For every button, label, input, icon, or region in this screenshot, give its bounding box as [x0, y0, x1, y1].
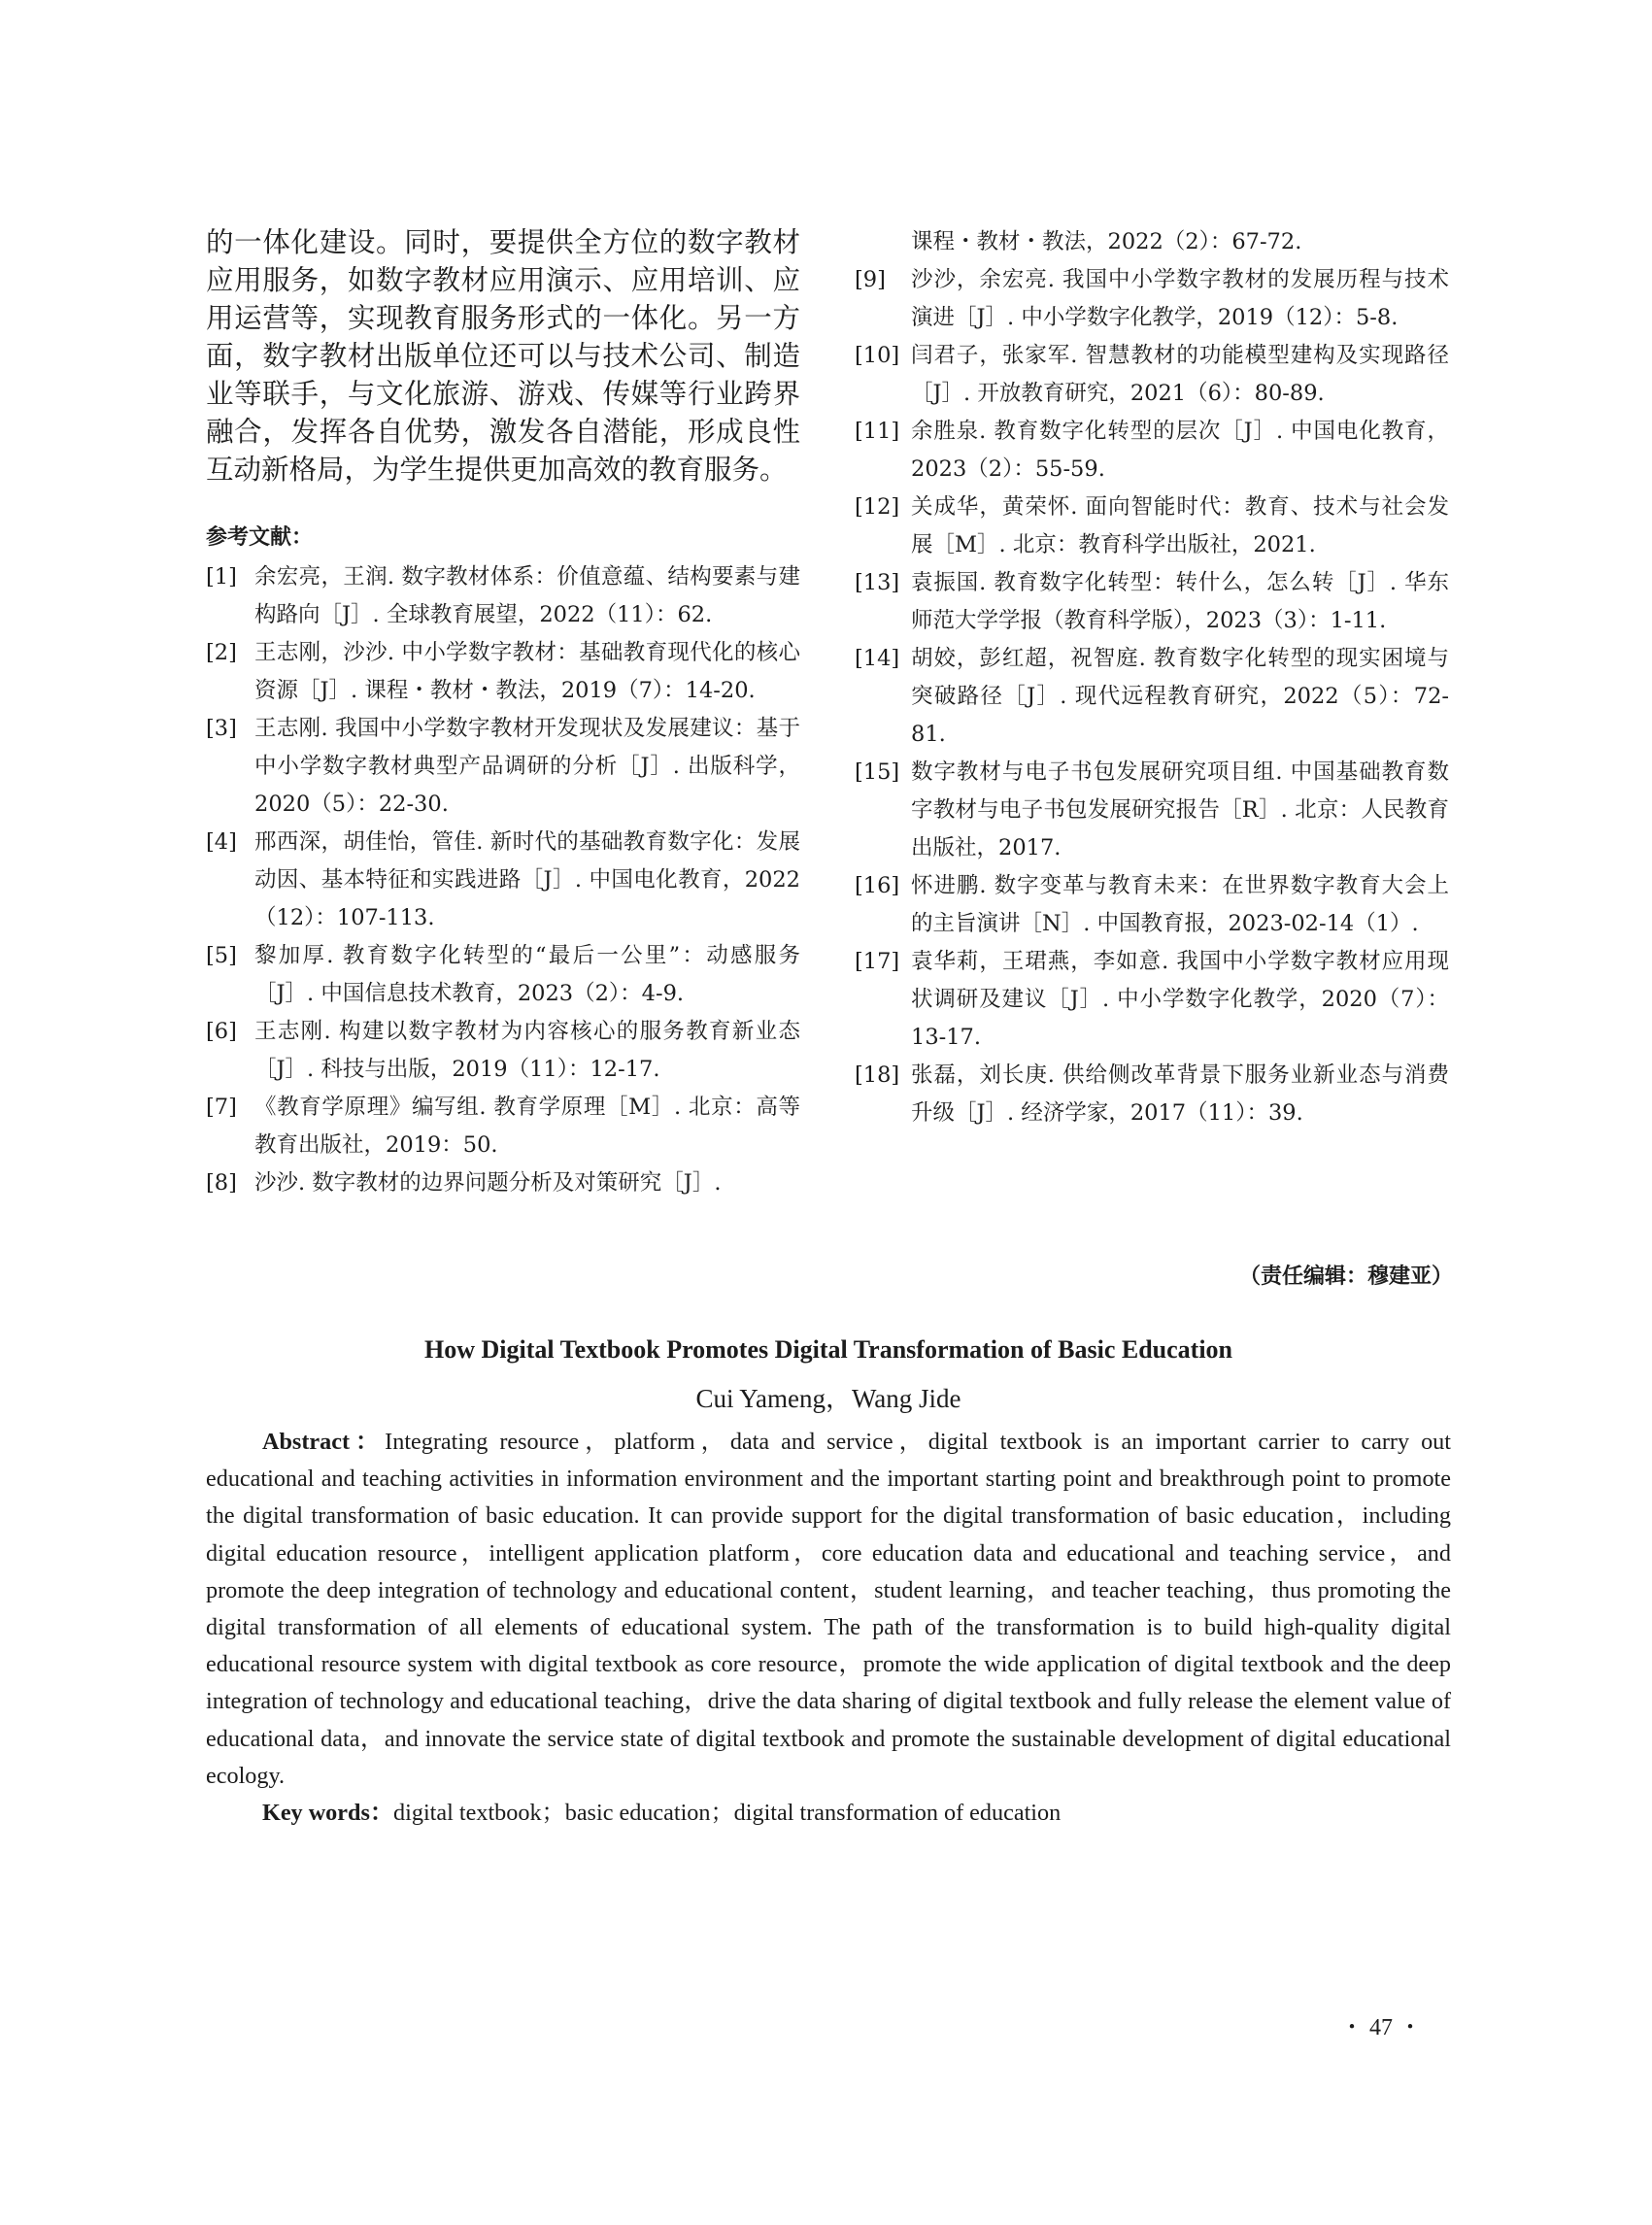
reference-text: 邢西深，胡佳怡，管佳. 新时代的基础教育数字化：发展动因、基本特征和实践进路［J］. 中国电化教育，2022（12）：107-113.: [254, 829, 800, 930]
reference-item: [206, 1089, 800, 1164]
reference-number: [8]: [206, 1170, 237, 1196]
reference-text: 张磊，刘长庚. 供给侧改革背景下服务业新业态与消费升级［J］. 经济学家，2017（11）：39.: [911, 1062, 1449, 1126]
reference-number: [9]: [855, 267, 886, 292]
reference-number: [14]: [855, 646, 900, 671]
english-keywords: [206, 1795, 1451, 1832]
reference-text: 王志刚，沙沙. 中小学数字教材：基础教育现代化的核心资源［J］. 课程・教材・教法，2019（7）：14-20.: [254, 640, 800, 703]
reference-item: [206, 1164, 800, 1202]
reference-item: [855, 261, 1449, 337]
english-abstract: [206, 1424, 1451, 1795]
reference-text: 王志刚. 构建以数字教材为内容核心的服务教育新业态［J］. 科技与出版，2019（11）：12-17.: [254, 1019, 800, 1082]
reference-item: [855, 564, 1449, 640]
reference-item: [206, 1013, 800, 1089]
reference-number: [17]: [855, 949, 900, 974]
page-number: ・ 47 ・: [1340, 2015, 1422, 2040]
left-column: [206, 223, 800, 1202]
reference-item: [855, 754, 1449, 867]
reference-number: [10]: [855, 343, 900, 368]
reference-text: 课程・教材・教法，2022（2）：67-72.: [911, 229, 1302, 254]
reference-text: 王志刚. 我国中小学数字教材开发现状及发展建议：基于中小学数字教材典型产品调研的分析［J］. 出版科学，2020（5）：22-30.: [254, 716, 800, 817]
reference-continuation: [855, 223, 1449, 261]
reference-text: 关成华，黄荣怀. 面向智能时代：教育、技术与社会发展［M］. 北京：教育科学出版社，2021.: [911, 494, 1449, 557]
reference-item: [855, 1057, 1449, 1132]
reference-item: [855, 867, 1449, 943]
reference-item: [206, 710, 800, 824]
reference-number: [6]: [206, 1019, 237, 1044]
reference-number: [11]: [855, 419, 900, 444]
reference-item: [206, 558, 800, 634]
reference-text: 数字教材与电子书包发展研究项目组. 中国基础教育数字教材与电子书包发展研究报告［R］. 北京：人民教育出版社，2017.: [911, 759, 1449, 860]
reference-number: [4]: [206, 829, 237, 855]
reference-number: [3]: [206, 716, 237, 741]
responsible-editor: （责任编辑：穆建亚）: [1238, 1264, 1453, 1289]
reference-number: [12]: [855, 494, 900, 520]
reference-item: [206, 634, 800, 710]
reference-number: [2]: [206, 640, 237, 665]
reference-text: 《教育学原理》编写组. 教育学原理［M］. 北京：高等教育出版社，2019：50.: [254, 1095, 800, 1158]
reference-item: [206, 937, 800, 1013]
reference-text: 袁振国. 教育数字化转型：转什么，怎么转［J］. 华东师范大学学报（教育科学版），2023（3）：1-11.: [911, 570, 1449, 633]
body-paragraph: 的一体化建设。同时，要提供全方位的数字教材应用服务，如数字教材应用演示、应用培训、应用运营等，实现教育服务形式的一体化。另一方面，数字教材出版单位还可以与技术公司、制造业等联手，与文化旅游、游戏、传媒等行业跨界融合，发挥各自优势，激发各自潜能，形成良性互动新格局，为学生提供更加高效的教育服务。: [206, 226, 800, 486]
reference-item: [206, 824, 800, 937]
reference-item: [855, 413, 1449, 489]
right-column: [855, 223, 1449, 1132]
abstract-label: Abstract：: [262, 1429, 386, 1455]
reference-text: 怀进鹏. 数字变革与教育未来：在世界数字教育大会上的主旨演讲［N］. 中国教育报，2023-02-14（1）.: [911, 873, 1449, 936]
reference-text: 余宏亮，王润. 数字教材体系：价值意蕴、结构要素与建构路向［J］. 全球教育展望，2022（11）：62.: [254, 564, 800, 627]
reference-text: 黎加厚. 教育数字化转型的“最后一公里”：动感服务［J］. 中国信息技术教育，2023（2）：4-9.: [254, 943, 800, 1006]
reference-number: [16]: [855, 873, 900, 898]
reference-number: [15]: [855, 759, 900, 785]
reference-item: [855, 640, 1449, 754]
reference-number: [13]: [855, 570, 900, 595]
reference-text: 袁华莉，王珺燕，李如意. 我国中小学数字教材应用现状调研及建议［J］. 中小学数字化教学，2020（7）：13-17.: [911, 949, 1449, 1050]
reference-text: 胡姣，彭红超，祝智庭. 教育数字化转型的现实困境与突破路径［J］. 现代远程教育研究，2022（5）：72-81.: [911, 646, 1449, 747]
reference-number: [5]: [206, 943, 237, 968]
english-authors: Cui Yameng，Wang Jide: [695, 1384, 961, 1413]
english-abstract-section: [206, 1332, 1451, 1832]
reference-number: [7]: [206, 1095, 237, 1120]
references-title: 参考文献：: [206, 525, 314, 550]
reference-item: [855, 337, 1449, 413]
reference-number: [18]: [855, 1062, 900, 1088]
reference-item: [855, 489, 1449, 564]
references-list-left: [206, 558, 800, 1202]
keywords-label: Key words：: [262, 1800, 394, 1827]
reference-text: 闫君子，张家军. 智慧教材的功能模型建构及实现路径［J］. 开放教育研究，2021（6）：80-89.: [911, 343, 1449, 406]
reference-text: 余胜泉. 教育数字化转型的层次［J］. 中国电化教育，2023（2）：55-59.: [911, 419, 1449, 482]
reference-text: 沙沙. 数字教材的边界问题分析及对策研究［J］.: [254, 1170, 722, 1196]
english-title: How Digital Textbook Promotes Digital Transformation of Basic Education: [423, 1335, 1233, 1364]
abstract-text: Integrating resource，platform，data and service，digital textbook is an important carrier to carry out educational and teaching activities in information environment and the important starting point and breakthrough point to promote the digital transformation of basic education. It can provide support for the digital transformation of basic education，including digital education resource，intelligent application platform，core education data and educational and teaching service，and promote the deep integration of technology and educational content，student learning，and teacher teaching，thus promoting the digital transformation of all elements of educational system. The path of the transformation is to build high-quality digital educational resource system with digital textbook as core resource，promote the wide application of digital textbook and the deep integration of technology and educational teaching，drive the data sharing of digital textbook and fully release the element value of educational data，and innovate the service state of digital textbook and promote the sustainable development of digital educational ecology.: [206, 1429, 1451, 1789]
reference-number: [1]: [206, 564, 237, 590]
reference-item: [855, 943, 1449, 1057]
keywords-text: digital textbook；basic education；digital transformation of education: [393, 1800, 1062, 1827]
reference-text: 沙沙，余宏亮. 我国中小学数字教材的发展历程与技术演进［J］. 中小学数字化教学，2019（12）：5-8.: [911, 267, 1449, 330]
